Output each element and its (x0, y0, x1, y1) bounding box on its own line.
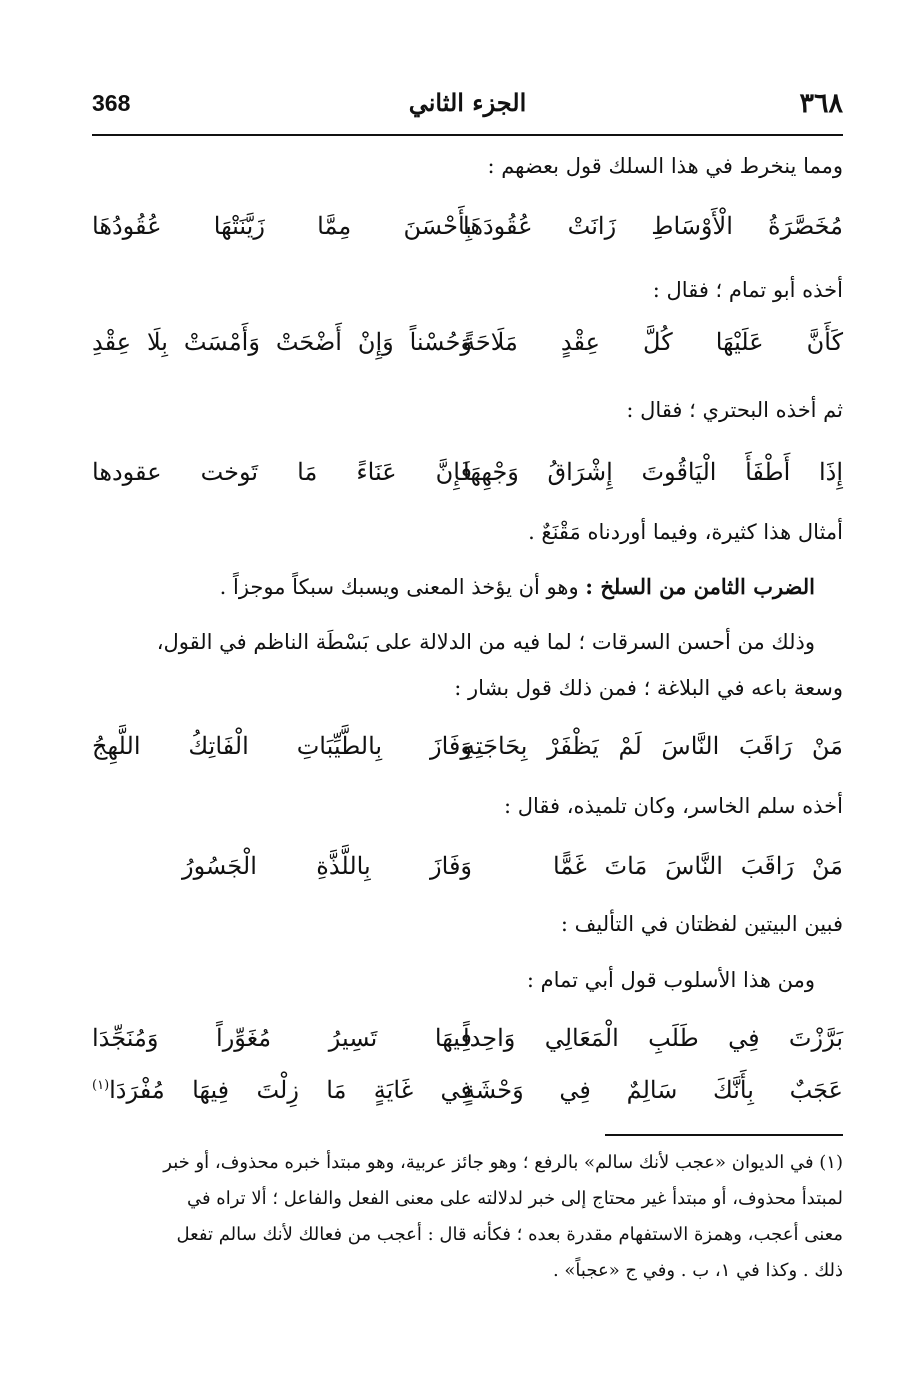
section-heading: الضرب الثامن من السلخ : (585, 574, 815, 599)
paragraph-line: أمثال هذا كثيرة، وفيما أوردناه مَقْنَعٌ . (528, 520, 843, 544)
first-hemistich: مُخَصَّرَةُ الْأَوْسَاطِ زَانَتْ عُقُودَهَا (463, 212, 843, 240)
second-hemistich: فَإِنَّ عَنَاءً مَا تَوخت عقودها (92, 458, 472, 486)
footnote-line: ذلك . وكذا في ١، ب . وفي ج «عجباً» . (552, 1260, 843, 1281)
footnote-line: (١) في الديوان «عجب لأنك سالم» بالرفع ؛ وهو جائز عربية، وهو مبتدأ خبره محذوف، أو خبر (163, 1152, 843, 1173)
footnote-rule (605, 1134, 843, 1136)
verse-line (92, 1024, 843, 1064)
page-number-arabic: ٣٦٨ (799, 88, 843, 119)
verse-line (92, 852, 843, 892)
intro-line: ومن هذا الأسلوب قول أبي تمام : (526, 968, 815, 992)
verse-line (92, 458, 843, 498)
intro-line: ثم أخذه البحتري ؛ فقال : (626, 398, 843, 422)
footnote-line: لمبتدأ محذوف، أو مبتدأ غير محتاج إلى خبر لدلالته على معنى الفعل والفاعل ؛ ألا تراه في (186, 1188, 843, 1209)
second-hemistich: وَفَازَ بِالطَّيِّبَاتِ الْفَاتِكُ اللَّهِجُ (92, 732, 472, 760)
first-hemistich: عَجَبٌ بِأَنَّكَ سَالِمٌ فِي وَحْشَةٍ (463, 1076, 843, 1104)
intro-line: فبين البيتين لفظتان في التأليف : (560, 912, 843, 936)
first-hemistich: كَأَنَّ عَلَيْهَا كُلَّ عِقْدٍ مَلَاحَةً (463, 328, 843, 356)
first-hemistich: بَرَّزْتَ فِي طَلَبِ الْمَعَالِي وَاحِداً (463, 1024, 843, 1052)
footnote-line: معنى أعجب، وهمزة الاستفهام مقدرة بعده ؛ فكأنه قال : أعجب من فعالك لأنك سالم تفعل (176, 1224, 843, 1245)
verse-line (92, 732, 843, 772)
paragraph-line: وسعة باعه في البلاغة ؛ فمن ذلك قول بشار : (454, 676, 843, 700)
intro-line: أخذه أبو تمام ؛ فقال : (652, 278, 843, 302)
header-rule (92, 134, 843, 136)
second-hemistich: وَفَازَ بِاللَّذَّةِ الْجَسُورُ (182, 852, 472, 880)
section-heading-text: وهو أن يؤخذ المعنى ويسبك سبكاً موجزاً . (219, 575, 586, 599)
paragraph-line: وذلك من أحسن السرقات ؛ لما فيه من الدلالة على بَسْطَة الناظم في القول، (156, 630, 815, 654)
footnote-marker: (١) (92, 1078, 110, 1093)
verse-line (92, 1076, 843, 1116)
first-hemistich: إِذَا أَطْفَأَ الْيَاقُوتَ إِشْرَاقُ وَجْهِهَا (463, 458, 843, 486)
hemistich-text: فِي غَايَةٍ مَا زِلْتَ فِيهَا مُفْرَدَا (109, 1076, 472, 1104)
second-hemistich: وَحُسْناً وَإِنْ أَضْحَتْ وَأَمْسَتْ بِلَا عِقْدِ (92, 328, 472, 356)
second-hemistich: بِأَحْسَنَ مِمَّا زَيَّنَتْهَا عُقُودُهَا (92, 212, 472, 240)
section-heading-line (92, 574, 815, 599)
intro-line: أخذه سلم الخاسر، وكان تلميذه، فقال : (504, 794, 843, 818)
first-hemistich: مَنْ رَاقَبَ النَّاسَ لَمْ يَظْفَرْ بِحَاجَتِهِ (463, 732, 843, 760)
page-header (92, 88, 843, 130)
page-number-latin: 368 (92, 90, 131, 116)
running-title: الجزء الثاني (408, 88, 527, 117)
second-hemistich: فِيهَا تَسِيرُ مُغَوِّراً وَمُنَجِّدَا (92, 1024, 472, 1052)
intro-line: ومما ينخرط في هذا السلك قول بعضهم : (487, 154, 843, 178)
second-hemistich (92, 1076, 472, 1104)
first-hemistich: مَنْ رَاقَبَ النَّاسَ مَاتَ غَمًّا (553, 852, 843, 880)
verse-line (92, 212, 843, 252)
verse-line (92, 328, 843, 368)
